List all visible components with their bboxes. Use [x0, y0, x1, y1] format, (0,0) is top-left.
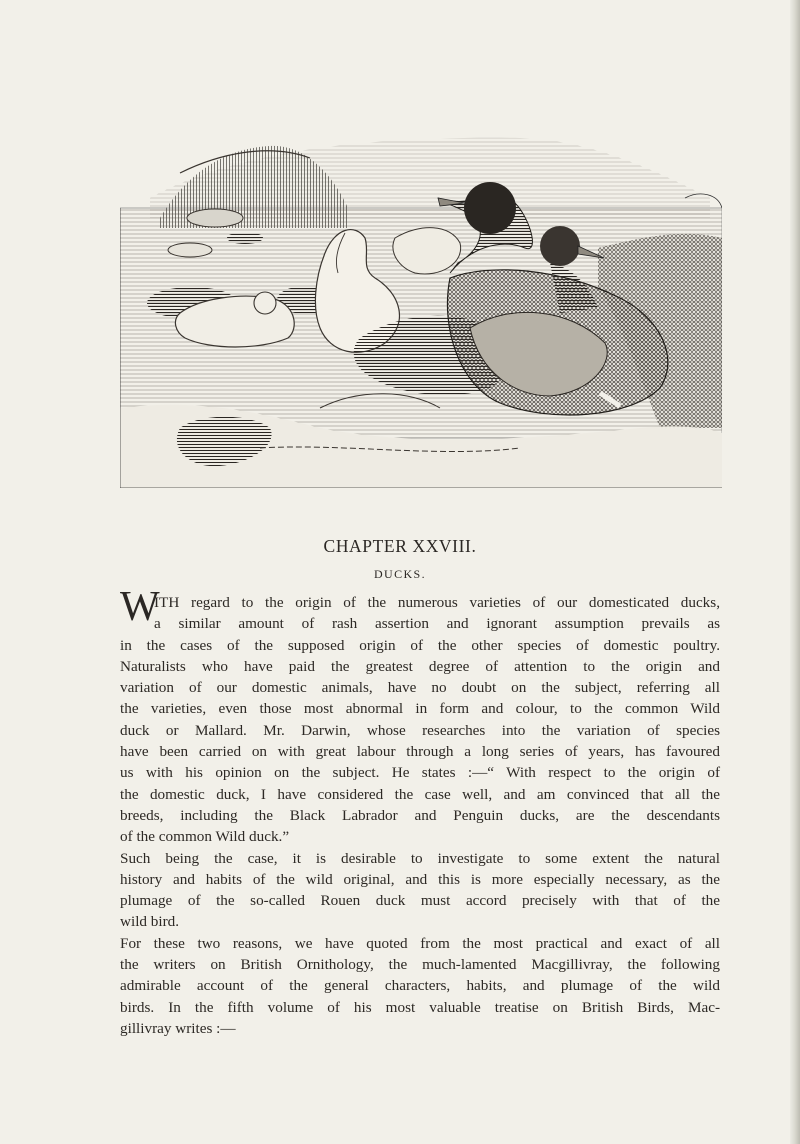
- text-line: us with his opinion on the subject. He states :—“ With respect to the origin of: [120, 764, 720, 782]
- text-line: admirable account of the general characters, habits, and plumage of the wild: [120, 977, 720, 995]
- text-line: have been carried on with great labour through a long series of years, has favoured: [120, 743, 720, 761]
- text-line: the varieties, even those most abnormal in form and colour, to the common Wild: [120, 700, 720, 718]
- text-line: of the common Wild duck.”: [120, 828, 290, 846]
- duck-illustration: [120, 128, 722, 488]
- text-line: ITH regard to the origin of the numerous varieties of our domesticated ducks,: [154, 594, 720, 611]
- text-line: in the cases of the supposed origin of the other species of domestic poultry.: [120, 636, 720, 654]
- chapter-title: CHAPTER XXVIII.: [323, 536, 477, 556]
- text-line: variation of our domestic animals, have no doubt on the subject, referring all: [120, 679, 720, 697]
- body-text: [120, 584, 720, 1039]
- text-line: breeds, including the Black Labrador and Penguin ducks, are the descendants: [120, 806, 720, 824]
- text-line: Naturalists who have paid the greatest degree of attention to the origin and: [120, 657, 720, 675]
- text-line: For these two reasons, we have quoted from the most practical and exact of all: [120, 934, 720, 952]
- drop-cap: W: [120, 584, 160, 630]
- text-line: wild bird.: [120, 913, 180, 931]
- chapter-subtitle: DUCKS.: [373, 567, 427, 581]
- text-line: duck or Mallard. Mr. Darwin, whose researches into the variation of species: [120, 721, 720, 739]
- text-line: history and habits of the wild original, and this is more especially necessary, as the: [120, 870, 720, 888]
- text-line: the writers on British Ornithology, the much-lamented Macgillivray, the following: [120, 956, 720, 974]
- text-line: a similar amount of rash assertion and ignorant assumption prevails as: [154, 615, 720, 633]
- text-line: Such being the case, it is desirable to investigate to some extent the natural: [120, 849, 720, 867]
- text-line: the domestic duck, I have considered the case well, and am convinced that all the: [120, 785, 720, 803]
- text-line: gillivray writes :—: [120, 1019, 236, 1037]
- text-line: birds. In the fifth volume of his most valuable treatise on British Birds, Mac-: [120, 998, 720, 1016]
- text-line: plumage of the so-called Rouen duck must accord precisely with that of the: [120, 892, 720, 910]
